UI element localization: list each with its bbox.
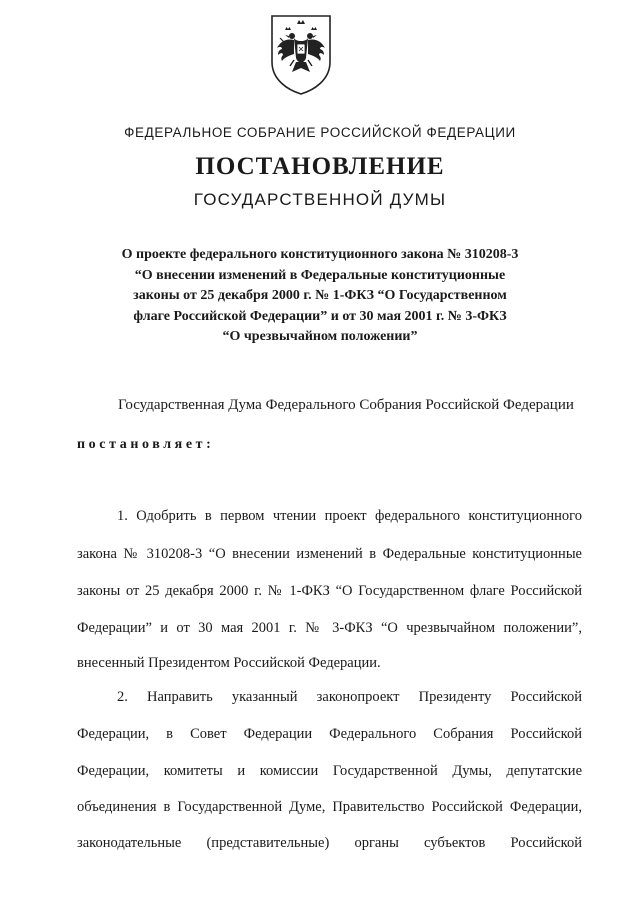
paragraph-2-line: Федерации, в Совет Федерации Федерального Собрания Российской	[77, 726, 582, 742]
paragraph-2-line: объединения в Государственной Думе, Правительство Российской Федерации,	[77, 799, 582, 815]
paragraph-1-line: 1. Одобрить в первом чтении проект федерального конституционного	[117, 508, 582, 524]
organization-heading: ФЕДЕРАЛЬНОЕ СОБРАНИЕ РОССИЙСКОЙ ФЕДЕРАЦИИ	[124, 125, 516, 140]
subject-line: “О чрезвычайном положении”	[222, 329, 418, 344]
paragraph-1-line: Федерации” и от 30 мая 2001 г. № 3-ФКЗ “О чрезвычайном положении”,	[77, 620, 582, 636]
paragraph-1-line: законы от 25 декабря 2000 г. № 1-ФКЗ “О Государственном флаге Российской	[77, 583, 582, 599]
coat-of-arms-icon	[270, 14, 332, 96]
subject-line: флаге Российской Федерации” и от 30 мая 2001 г. № 3-ФКЗ	[133, 308, 507, 324]
paragraph-1-line: внесенный Президентом Российской Федерации.	[77, 655, 381, 671]
document-issuer: ГОСУДАРСТВЕННОЙ ДУМЫ	[193, 190, 447, 209]
document-subject	[60, 245, 580, 348]
document-type-title: ПОСТАНОВЛЕНИЕ	[195, 153, 445, 180]
paragraph-1-line: закона № 310208-3 “О внесении изменений в Федеральные конституционные	[77, 546, 582, 562]
decree-word: постановляет:	[77, 437, 215, 452]
subject-line: О проекте федерального конституционного закона № 310208-3	[121, 247, 519, 262]
paragraph-2-line: 2. Направить указанный законопроект Президенту Российской	[117, 689, 582, 705]
paragraph-2-line: законодательные (представительные) органы субъектов Российской	[77, 835, 582, 851]
subject-line: “О внесении изменений в Федеральные конституционные	[134, 267, 506, 283]
paragraph-2-line: Федерации, комитеты и комиссии Государственной Думы, депутатские	[77, 763, 582, 779]
subject-line: законы от 25 декабря 2000 г. № 1-ФКЗ “О Государственном	[133, 288, 507, 303]
preamble: Государственная Дума Федерального Собрания Российской Федерации	[118, 397, 574, 413]
